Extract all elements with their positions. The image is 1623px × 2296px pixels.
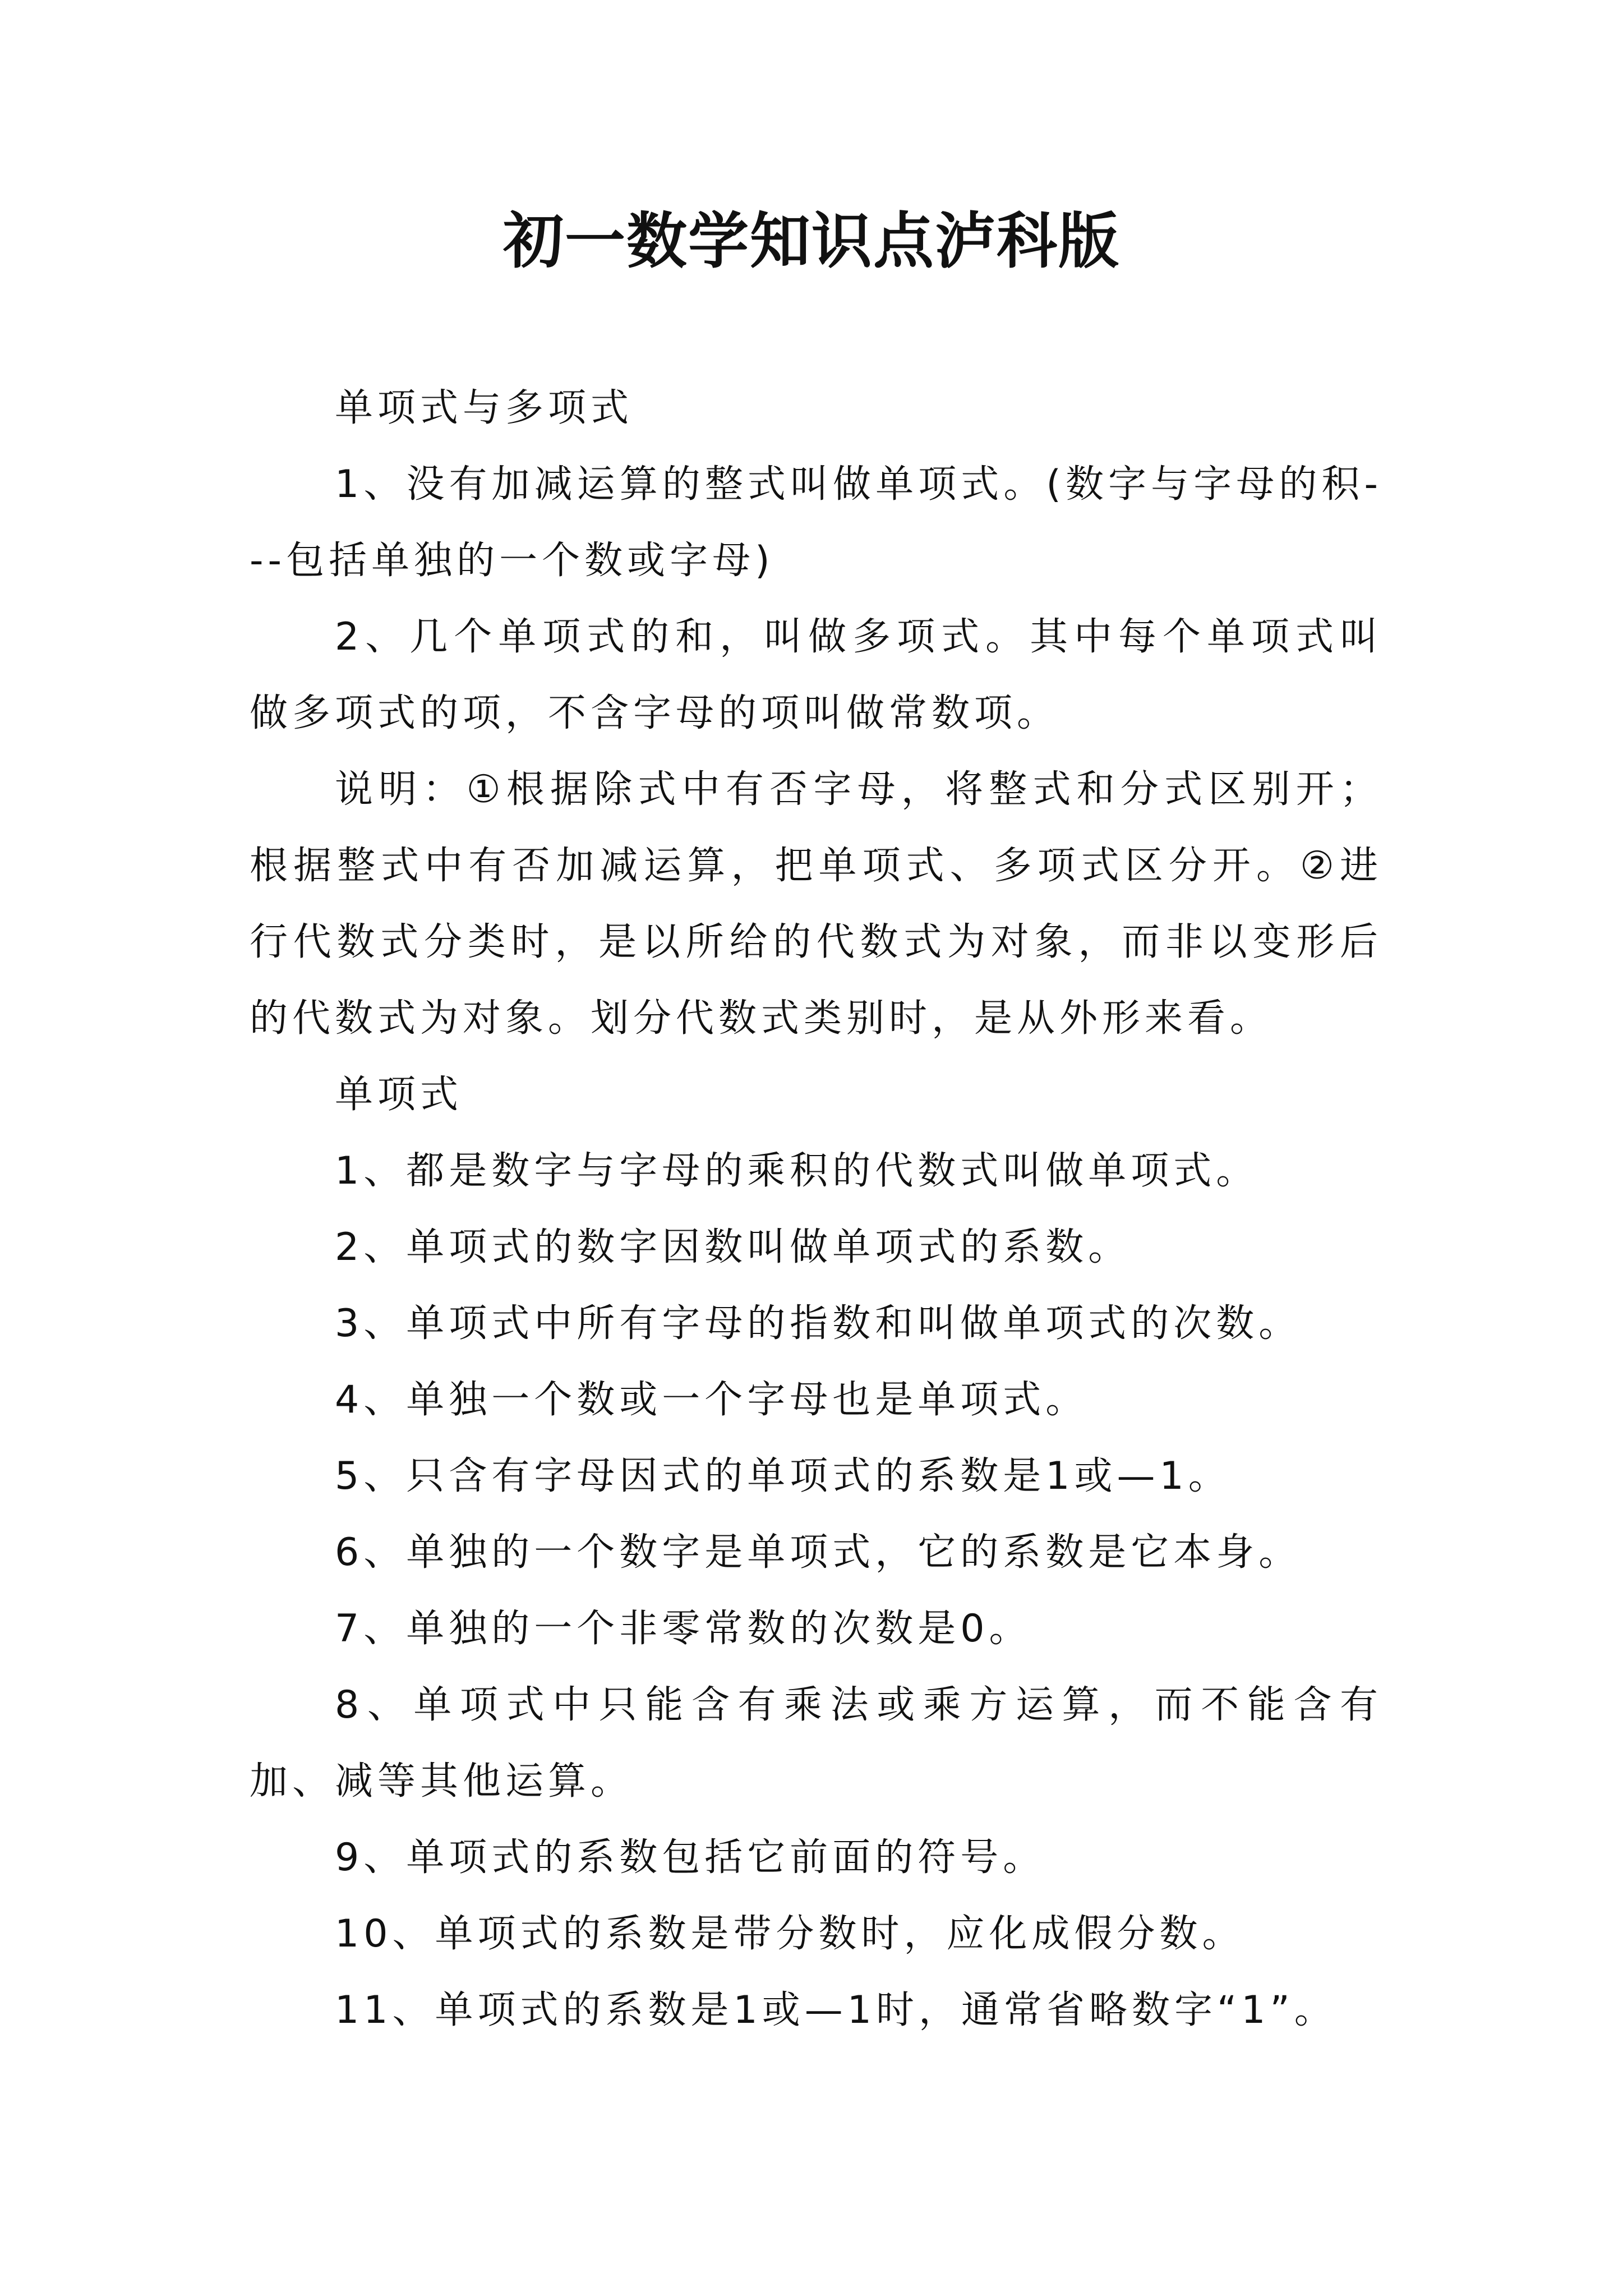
paragraph: 3、单项式中所有字母的指数和叫做单项式的次数。: [335, 1301, 1302, 1346]
paragraph: 9、单项式的系数包括它前面的符号。: [335, 1835, 1046, 1880]
section-heading: 单项式: [335, 1073, 463, 1117]
paragraph: 7、单独的一个非零常数的次数是0。: [335, 1607, 1032, 1651]
page-title: 初一数学知识点泸科版: [502, 206, 1120, 277]
section-heading: 单项式与多项式: [335, 386, 634, 430]
paragraph: 10、单项式的系数是带分数时，应化成假分数。: [335, 1912, 1245, 1956]
paragraph: 5、只含有字母因式的单项式的系数是1或—1。: [335, 1454, 1231, 1498]
paragraph: 11、单项式的系数是1或—1时，通常省略数字“1”。: [335, 1988, 1337, 2032]
paragraph: 1、都是数字与字母的乘积的代数式叫做单项式。: [335, 1149, 1259, 1193]
paragraph: 4、单独一个数或一个字母也是单项式。: [335, 1378, 1089, 1422]
document-body: [250, 370, 1382, 2049]
paragraph: 2、单项式的数字因数叫做单项式的系数。: [335, 1225, 1131, 1269]
paragraph: 8、单项式中只能含有乘法或乘方运算，而不能含有加、减等其他运算。: [250, 1683, 1382, 1803]
paragraph: 2、几个单项式的和，叫做多项式。其中每个单项式叫做多项式的项，不含字母的项叫做常数项。: [250, 615, 1382, 735]
paragraph: 1、没有加减运算的整式叫做单项式。(数字与字母的积---包括单独的一个数或字母): [250, 462, 1382, 583]
paragraph: 6、单独的一个数字是单项式，它的系数是它本身。: [335, 1530, 1302, 1575]
paragraph: 说明：①根据除式中有否字母，将整式和分式区别开；根据整式中有否加减运算，把单项式、多项式区分开。②进行代数式分类时，是以所给的代数式为对象，而非以变形后的代数式为对象。划分代数式类别时，是从外形来看。: [250, 767, 1382, 1041]
